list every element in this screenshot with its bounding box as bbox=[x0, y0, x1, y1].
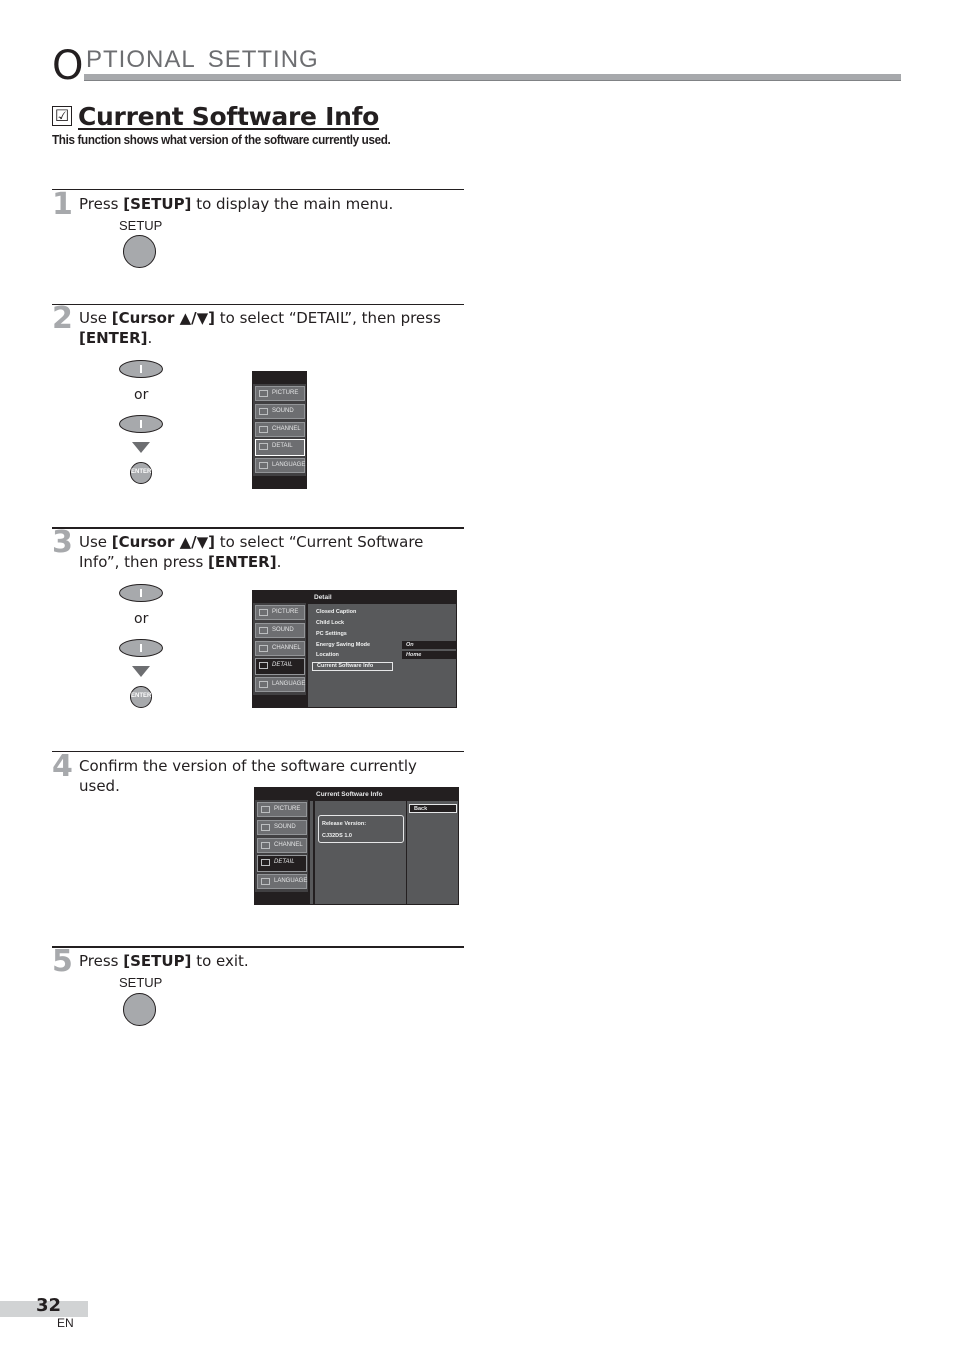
menu-top-cap bbox=[253, 591, 306, 603]
detail-line-energy-saving: Energy Saving Mode bbox=[316, 642, 371, 648]
section-subtitle: This function shows what version of the software currently used. bbox=[52, 132, 391, 147]
menu-item-picture: PICTURE bbox=[257, 802, 307, 817]
menu-item-language: LANGUAGE bbox=[257, 874, 307, 889]
channel-icon bbox=[259, 426, 268, 433]
header-initial: O bbox=[52, 43, 84, 89]
energy-saving-value: On bbox=[402, 641, 456, 649]
step-number: 3 bbox=[52, 525, 73, 560]
detail-icon bbox=[259, 443, 268, 450]
menu-top-cap bbox=[255, 788, 308, 800]
language-icon bbox=[261, 878, 270, 885]
header-bar bbox=[84, 74, 901, 81]
detail-icon bbox=[259, 662, 268, 669]
menu-item-picture: PICTURE bbox=[255, 605, 305, 620]
tv-main-menu bbox=[252, 371, 307, 489]
version-box bbox=[318, 815, 404, 843]
cursor-up-icon bbox=[119, 584, 163, 602]
cursor-up-icon bbox=[119, 360, 163, 378]
detail-line-closed-caption: Closed Caption bbox=[316, 609, 357, 615]
menu-item-channel: CHANNEL bbox=[255, 641, 305, 656]
language-icon bbox=[259, 462, 268, 469]
checkbox-icon: ☑ bbox=[52, 106, 72, 126]
menu-bottom-cap bbox=[253, 476, 306, 488]
detail-panel-title: Detail bbox=[308, 591, 456, 604]
menu-item-sound: SOUND bbox=[255, 404, 305, 419]
step-4-text: Confirm the version of the software currently used. bbox=[79, 757, 417, 795]
menu-item-detail: DETAIL bbox=[255, 439, 305, 456]
setup-label: SETUP bbox=[119, 218, 163, 233]
detail-line-location: Location bbox=[316, 652, 339, 658]
tv-main-menu bbox=[252, 590, 307, 708]
tv-main-menu bbox=[254, 787, 309, 905]
header-title: PTIONAL SETTING bbox=[86, 46, 319, 73]
sound-icon bbox=[259, 408, 268, 415]
menu-item-language: LANGUAGE bbox=[255, 458, 305, 473]
menu-top-cap bbox=[253, 372, 306, 384]
or-label: or bbox=[134, 387, 149, 403]
enter-button-icon: ENTER bbox=[130, 686, 152, 708]
page-language: EN bbox=[57, 1316, 74, 1330]
menu-item-language: LANGUAGE bbox=[255, 677, 305, 692]
menu-item-detail: DETAIL bbox=[257, 855, 307, 872]
arrow-down-icon bbox=[132, 442, 150, 453]
step-divider bbox=[52, 751, 464, 752]
detail-icon bbox=[261, 859, 270, 866]
step-3-text: Use [Cursor ▲/▼] to select “Current Software Info”, then press [ENTER]. bbox=[79, 533, 424, 571]
software-panel-title: Current Software Info bbox=[310, 788, 458, 801]
step-divider bbox=[52, 946, 464, 948]
menu-item-channel: CHANNEL bbox=[257, 838, 307, 853]
menu-item-picture: PICTURE bbox=[255, 386, 305, 401]
step-divider bbox=[52, 304, 464, 305]
picture-icon bbox=[261, 806, 270, 813]
step-number: 1 bbox=[52, 187, 73, 222]
section-title-row bbox=[52, 100, 379, 132]
version-value: CJ32DS 1.0 bbox=[322, 833, 352, 839]
language-icon bbox=[259, 681, 268, 688]
software-info-panel bbox=[309, 787, 459, 905]
or-label: or bbox=[134, 611, 149, 627]
channel-icon bbox=[259, 645, 268, 652]
menu-item-channel: CHANNEL bbox=[255, 422, 305, 437]
step-number: 4 bbox=[52, 749, 73, 784]
menu-bottom-cap bbox=[253, 695, 306, 707]
page-number: 32 bbox=[36, 1295, 62, 1316]
cursor-down-icon bbox=[119, 639, 163, 657]
menu-item-sound: SOUND bbox=[257, 820, 307, 835]
back-item: Back bbox=[409, 804, 457, 813]
detail-line-current-software-info: Current Software Info bbox=[312, 662, 393, 671]
step-divider bbox=[52, 189, 464, 190]
cursor-down-icon bbox=[119, 415, 163, 433]
detail-line-pc-settings: PC Settings bbox=[316, 631, 347, 637]
release-version-label: Release Version: bbox=[322, 821, 367, 827]
setup-button-icon bbox=[123, 993, 156, 1026]
step-divider bbox=[52, 527, 464, 529]
arrow-down-icon bbox=[132, 666, 150, 677]
channel-icon bbox=[261, 842, 270, 849]
picture-icon bbox=[259, 609, 268, 616]
detail-panel bbox=[307, 590, 457, 708]
setup-button-icon bbox=[123, 235, 156, 268]
menu-bottom-cap bbox=[255, 892, 308, 904]
setup-label: SETUP bbox=[119, 975, 163, 990]
step-5-text: Press [SETUP] to exit. bbox=[79, 952, 249, 970]
step-2-text: Use [Cursor ▲/▼] to select “DETAIL”, then press [ENTER]. bbox=[79, 309, 441, 347]
step-number: 5 bbox=[52, 944, 73, 979]
enter-button-icon: ENTER bbox=[130, 462, 152, 484]
picture-icon bbox=[259, 390, 268, 397]
step-1-text: Press [SETUP] to display the main menu. bbox=[79, 195, 394, 213]
panel-left-edge bbox=[313, 801, 315, 905]
menu-item-sound: SOUND bbox=[255, 623, 305, 638]
detail-line-child-lock: Child Lock bbox=[316, 620, 345, 626]
panel-divider bbox=[406, 801, 407, 905]
menu-item-detail: DETAIL bbox=[255, 658, 305, 675]
location-value: Home bbox=[402, 651, 456, 659]
step-number: 2 bbox=[52, 301, 73, 336]
sound-icon bbox=[261, 824, 270, 831]
sound-icon bbox=[259, 627, 268, 634]
section-title: Current Software Info bbox=[78, 101, 380, 131]
